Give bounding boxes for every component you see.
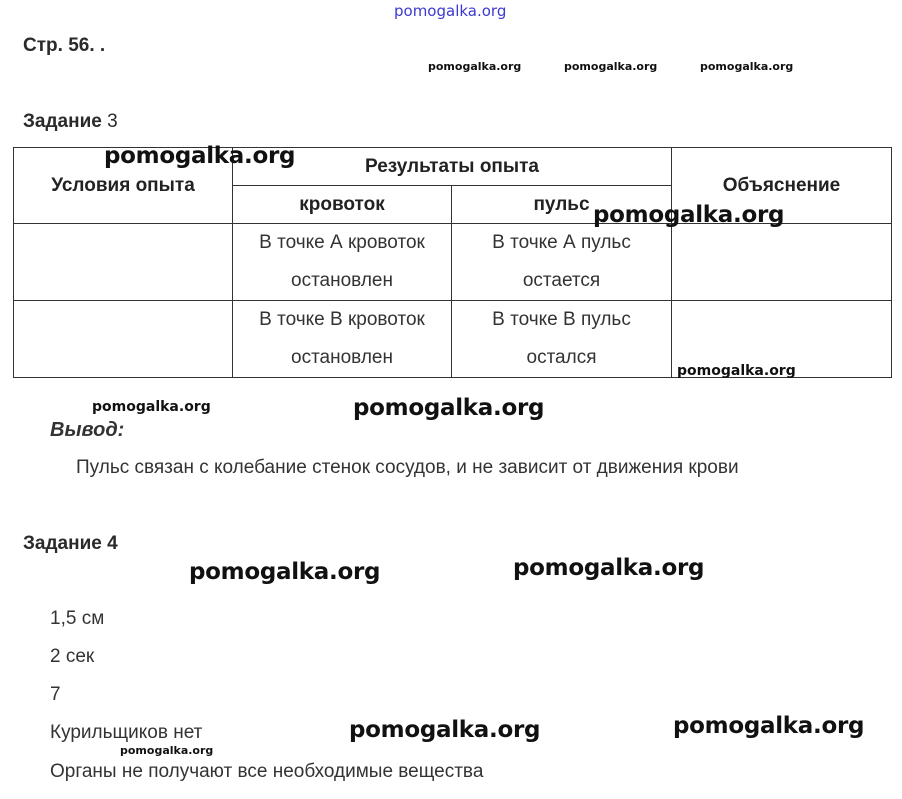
watermark-small: pomogalka.org bbox=[700, 60, 794, 73]
answer-item: Курильщиков нет bbox=[50, 722, 203, 743]
watermark: pomogalka.org bbox=[104, 143, 296, 169]
cell-line: В точке А пульс bbox=[492, 232, 631, 253]
watermark-top: pomogalka.org bbox=[394, 2, 507, 20]
watermark: pomogalka.org bbox=[189, 559, 381, 585]
subheader-pulse: пульс bbox=[452, 186, 672, 224]
header-explanation: Объяснение bbox=[672, 148, 892, 224]
watermark-small: pomogalka.org bbox=[120, 744, 214, 757]
conclusion-label: Вывод: bbox=[50, 419, 125, 441]
table-row bbox=[14, 224, 892, 301]
watermark-small: pomogalka.org bbox=[428, 60, 522, 73]
page-reference: Стр. 56. . bbox=[23, 35, 106, 56]
answer-item: Органы не получают все необходимые вещества bbox=[50, 761, 484, 782]
cell-line: остановлен bbox=[291, 347, 393, 368]
header-results: Результаты опыта bbox=[233, 148, 672, 186]
cell-line: остается bbox=[522, 270, 601, 291]
task3-heading-number: 3 bbox=[107, 111, 118, 132]
task3-heading bbox=[23, 111, 118, 133]
cell-line: В точке В кровоток bbox=[259, 309, 425, 330]
experiment-results-table bbox=[13, 147, 892, 378]
cell-bloodflow bbox=[233, 224, 452, 301]
answer-item: 1,5 см bbox=[50, 608, 105, 629]
answer-item: 7 bbox=[50, 684, 61, 705]
subheader-bloodflow: кровоток bbox=[233, 186, 452, 224]
conclusion-text: Пульс связан с колебание стенок сосудов, и не зависит от движения крови bbox=[76, 457, 739, 478]
cell-line: остался bbox=[526, 347, 597, 368]
cell-bloodflow bbox=[233, 301, 452, 378]
cell-condition bbox=[14, 301, 233, 378]
cell-line: В точке А кровоток bbox=[259, 232, 425, 253]
task3-heading-word: Задание bbox=[23, 111, 102, 132]
watermark: pomogalka.org bbox=[353, 395, 545, 421]
cell-pulse bbox=[452, 301, 672, 378]
cell-line: В точке В пульс bbox=[492, 309, 631, 330]
cell-explanation bbox=[672, 224, 892, 301]
watermark: pomogalka.org bbox=[593, 202, 785, 228]
cell-pulse bbox=[452, 224, 672, 301]
header-conditions: Условия опыта bbox=[14, 148, 233, 224]
watermark: pomogalka.org bbox=[92, 399, 211, 415]
cell-line: остановлен bbox=[291, 270, 393, 291]
watermark: pomogalka.org bbox=[677, 363, 796, 379]
watermark: pomogalka.org bbox=[349, 717, 541, 743]
watermark: pomogalka.org bbox=[513, 555, 705, 581]
watermark: pomogalka.org bbox=[673, 713, 865, 739]
answer-item: 2 сек bbox=[50, 646, 95, 667]
task4-heading: Задание 4 bbox=[23, 533, 118, 554]
watermark-small: pomogalka.org bbox=[564, 60, 658, 73]
cell-condition bbox=[14, 224, 233, 301]
